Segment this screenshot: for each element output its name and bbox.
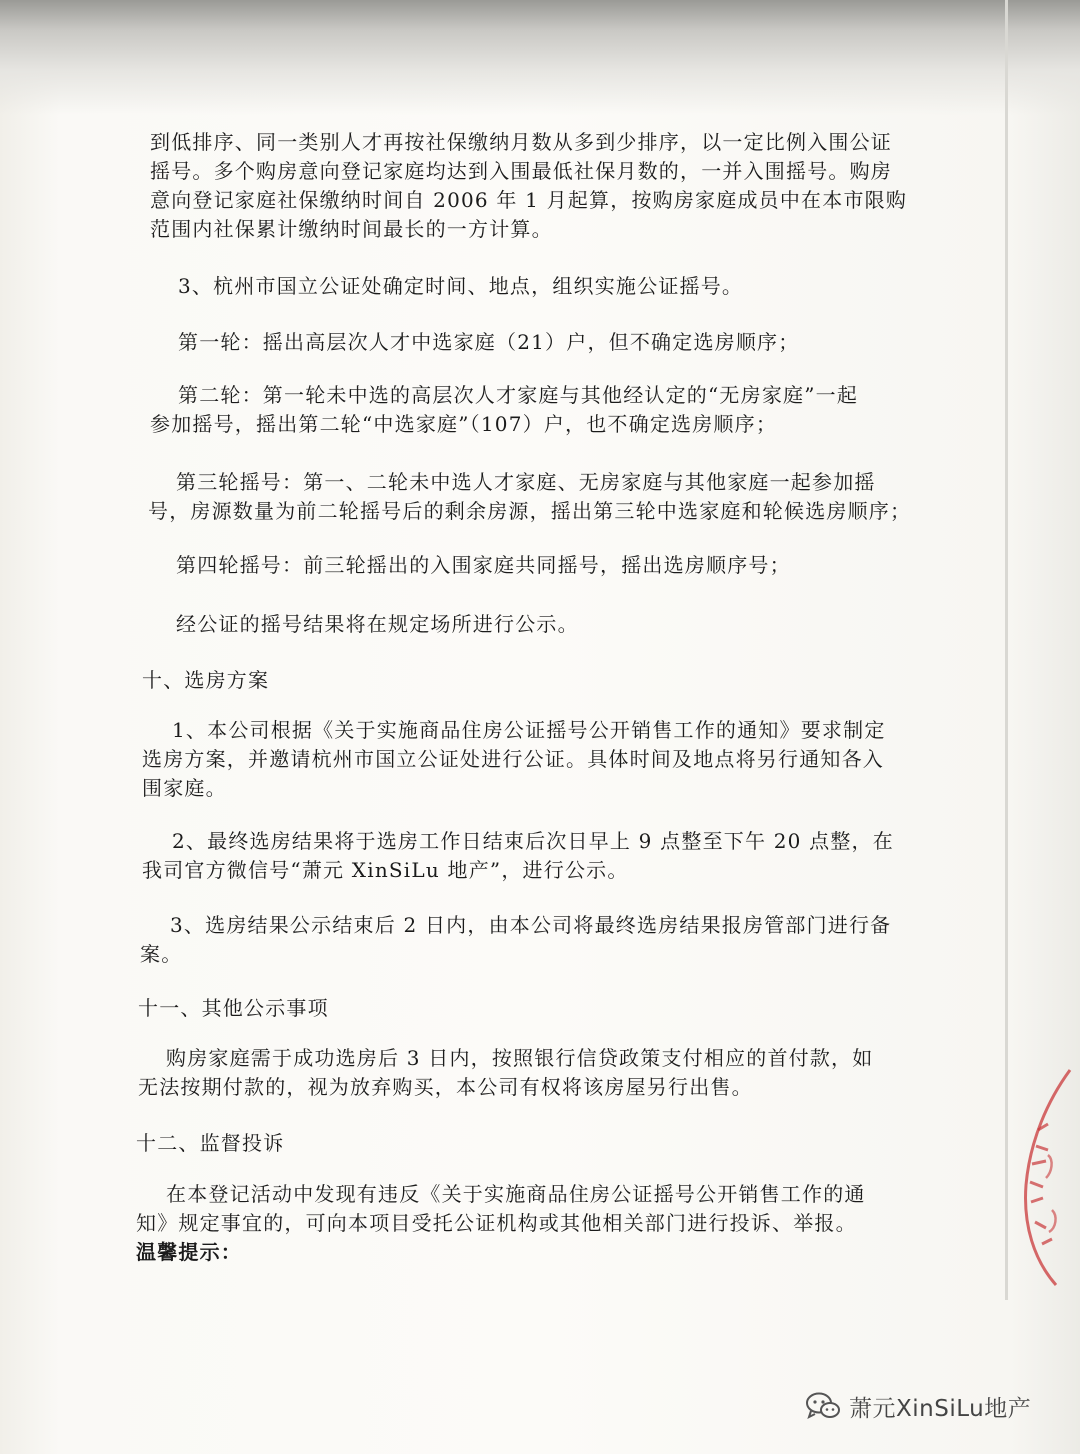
intro-line: 范围内社保累计缴纳时间最长的一方计算。 [150,217,553,241]
scan-shadow [0,0,1080,115]
intro-paragraph [150,128,907,244]
s10-item2-line: 我司官方微信号“萧元 XinSiLu 地产”，进行公示。 [142,858,629,882]
notarized-text: 经公证的摇号结果将在规定场所进行公示。 [176,612,579,636]
s10-item2-line: 2、最终选房结果将于选房工作日结束后次日早上 9 点整至下午 20 点整，在 [172,829,894,853]
watermark-text: 萧元XinSiLu地产 [849,1395,1032,1422]
section-12-body [136,1180,866,1238]
round-2-line: 参加摇号，摇出第二轮“中选家庭”（107）户，也不确定选房顺序； [150,412,778,436]
s12-line: 知》规定事宜的，可向本项目受托公证机构或其他相关部门进行投诉、举报。 [136,1211,857,1235]
item-3-lottery [178,272,743,301]
round-2-line: 第二轮：第一轮未中选的高层次人才家庭与其他经认定的“无房家庭”一起 [178,383,859,407]
s10-item3-line: 3、选房结果公示结束后 2 日内，由本公司将最终选房结果报房管部门进行备 [170,913,892,937]
section-10-item-3 [140,911,891,969]
item-3-text: 3、杭州市国立公证处确定时间、地点，组织实施公证摇号。 [178,274,744,298]
warm-tips-label: 温馨提示： [136,1240,242,1264]
intro-line: 意向登记家庭社保缴纳时间自 2006 年 1 月起算，按购房家庭成员中在本市限购 [150,188,908,212]
s10-item1-line: 1、本公司根据《关于实施商品住房公证摇号公开销售工作的通知》要求制定 [172,718,886,742]
round-3-line: 号，房源数量为前二轮摇号后的剩余房源，摇出第三轮中选家庭和轮候选房顺序； [148,499,912,523]
section-11-title: 十一、其他公示事项 [138,996,329,1020]
wechat-icon [805,1391,841,1421]
round-3 [148,468,911,526]
section-10-item-2 [142,827,894,885]
round-2 [150,381,858,439]
s10-item1-line: 围家庭。 [142,776,227,800]
s12-line: 在本登记活动中发现有违反《关于实施商品住房公证摇号公开销售工作的通 [166,1182,866,1206]
section-11-body [138,1044,873,1102]
intro-line: 摇号。多个购房意向登记家庭均达到入围最低社保月数的，一并入围摇号。购房 [150,159,892,183]
round-3-line: 第三轮摇号：第一、二轮未中选人才家庭、无房家庭与其他家庭一起参加摇 [176,470,876,494]
s10-item3-line: 案。 [140,942,183,966]
section-10-title: 十、选房方案 [142,668,270,692]
round-1-text: 第一轮：摇出高层次人才中选家庭（21）户，但不确定选房顺序； [178,330,800,354]
round-4-text: 第四轮摇号：前三轮摇出的入围家庭共同摇号，摇出选房顺序号； [176,553,791,577]
notarized-result [176,610,579,639]
round-1 [178,328,799,357]
s11-line: 无法按期付款的，视为放弃购买，本公司有权将该房屋另行出售。 [138,1075,753,1099]
section-10-item-1 [142,716,886,803]
intro-line: 到低排序、同一类别人才再按社保缴纳月数从多到少排序，以一定比例入围公证 [150,130,892,154]
watermark [805,1385,1031,1427]
s11-line: 购房家庭需于成功选房后 3 日内，按照银行信贷政策支付相应的首付款，如 [166,1046,874,1070]
s10-item1-line: 选房方案，并邀请杭州市国立公证处进行公证。具体时间及地点将另行通知各入 [142,747,884,771]
red-seal-stamp [1008,1060,1078,1290]
round-4 [176,551,791,580]
section-12-title: 十二、监督投诉 [136,1131,285,1155]
